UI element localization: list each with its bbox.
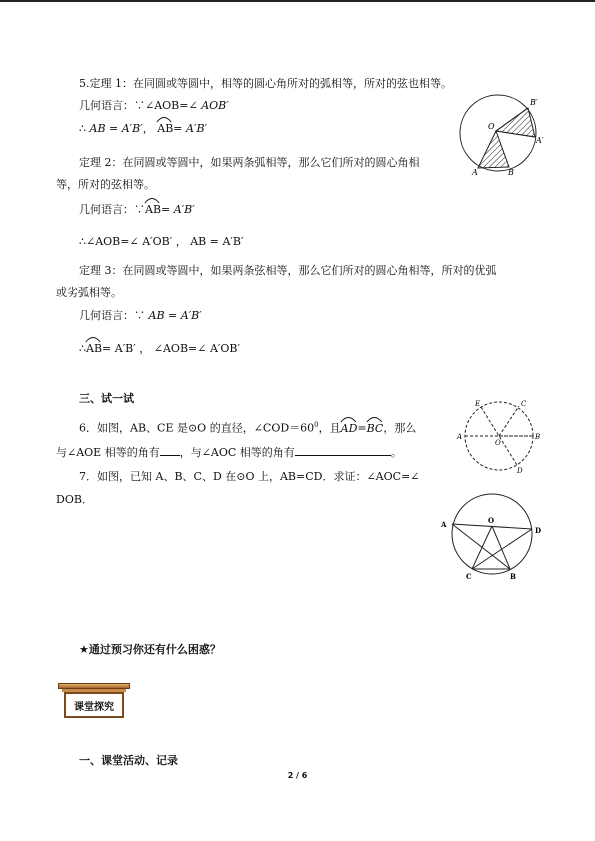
section3-title: 三、试一试 [79, 392, 134, 405]
fig3-label-d: D [535, 526, 542, 535]
theorem1-text: 5.定理 1：在同圆或等圆中，相等的圆心角所对的弧相等，所对的弦也相等。 [79, 77, 452, 90]
q6-part-c: 。 [390, 446, 402, 459]
fig1-label-a: A [472, 168, 478, 177]
section1-title: 一、课堂活动、记录 [79, 754, 178, 767]
fig3-label-b: B [510, 572, 516, 581]
page-top-border [0, 0, 595, 2]
chord-equality: AB = A′B′ [89, 122, 143, 135]
question7-line1: 7．如图，已知 A、B、C、D 在⊙O 上，AB=CD．求证：∠AOC=∠ [79, 470, 420, 483]
figure-circle-diameters [453, 397, 545, 475]
conclusion-text: ∠AOB=∠ A′OB′ ， AB = A′B′ [86, 235, 244, 248]
because-symbol: ∵ [134, 203, 145, 216]
theorem1-conclusion [79, 122, 207, 136]
geo-label: 几何语言： [79, 309, 134, 322]
theorem2-line1: 定理 2：在同圆或等圆中，如果两条弧相等，那么它们所对的圆心角相 [79, 156, 420, 169]
q6-part-b: ，与∠AOC 相等的角有 [179, 446, 295, 459]
arc-ab: AB [86, 342, 102, 356]
arc-ab: AB [145, 203, 161, 217]
theorem3-conclusion [79, 342, 240, 356]
geo-expression: ∠AOB=∠ [145, 99, 198, 112]
fig1-label-b: B [508, 168, 514, 177]
chord-equality: AB = A′B′ [148, 309, 202, 322]
q6-part-a: 与∠AOE 相等的角有 [56, 446, 160, 459]
answer-blank-1[interactable] [160, 445, 180, 456]
geo-expression-b: AOB′ [201, 99, 229, 112]
fig2-label-a: A [457, 433, 463, 441]
arc-bc: BC [367, 422, 384, 436]
fig1-label-a-prime: A′ [536, 136, 544, 145]
classroom-explore-badge [58, 683, 130, 721]
question7-line2: DOB． [56, 493, 93, 506]
because-symbol: ∵ [134, 309, 145, 322]
therefore-symbol: ∴ [79, 342, 86, 355]
question6-line2 [56, 445, 402, 460]
answer-blank-2[interactable] [295, 445, 391, 456]
geo-label: 几何语言： [79, 203, 134, 216]
geo-label: 几何语言： [79, 99, 134, 112]
theorem3-line2: 或劣弧相等。 [56, 286, 122, 299]
arc-equality: = A′B′ [161, 203, 195, 216]
figure-circle-chords [438, 491, 546, 585]
theorem2-conclusion [79, 235, 244, 249]
page-number: 2 / 6 [287, 771, 308, 780]
fig3-label-o: O [488, 516, 495, 525]
theorem2-line2: 等，所对的弦相等。 [56, 178, 155, 191]
fig1-label-o: O [488, 122, 495, 131]
fig2-label-o: O [495, 439, 501, 447]
arc-ab: AB [157, 122, 173, 136]
question6-line1 [79, 418, 416, 436]
q6-mid: ，且 [318, 421, 341, 435]
fig2-label-e: E [475, 400, 481, 408]
q6-prefix: 6．如图，AB、CE 是⊙O 的直径，∠COD＝60 [79, 421, 315, 435]
arc-ad: AD [341, 422, 358, 436]
equals-sign: = [357, 421, 367, 435]
fig1-label-b-prime: B′ [530, 98, 538, 107]
fig3-label-c: C [466, 572, 472, 581]
fig2-label-c: C [521, 400, 527, 408]
q6-degree: 0 [314, 421, 319, 429]
q6-suffix: ，那么 [383, 421, 417, 435]
theorem3-line1: 定理 3：在同圆或等圆中，如果两条弦相等，那么它们所对的圆心角相等，所对的优弧 [79, 264, 497, 277]
theorem2-geometry [79, 203, 195, 217]
fig2-label-b: B [535, 433, 541, 441]
figure-circle-sectors [452, 91, 548, 177]
separator: ， [142, 122, 154, 135]
arc-equality: = A′B′ [173, 122, 208, 135]
therefore-symbol: ∴ [79, 122, 86, 135]
therefore-symbol: ∴ [79, 235, 86, 248]
conclusion-text: = A′B′ ， ∠AOB=∠ A′OB′ [102, 342, 240, 355]
because-symbol: ∵ [134, 99, 145, 112]
badge-label: 课堂探究 [64, 692, 124, 718]
puzzle-prompt: ★通过预习你还有什么困惑？ [79, 643, 221, 656]
fig2-label-d: D [517, 467, 523, 475]
theorem1-geometry [79, 99, 229, 113]
fig3-label-a: A [441, 520, 447, 529]
theorem3-geometry [79, 309, 202, 323]
